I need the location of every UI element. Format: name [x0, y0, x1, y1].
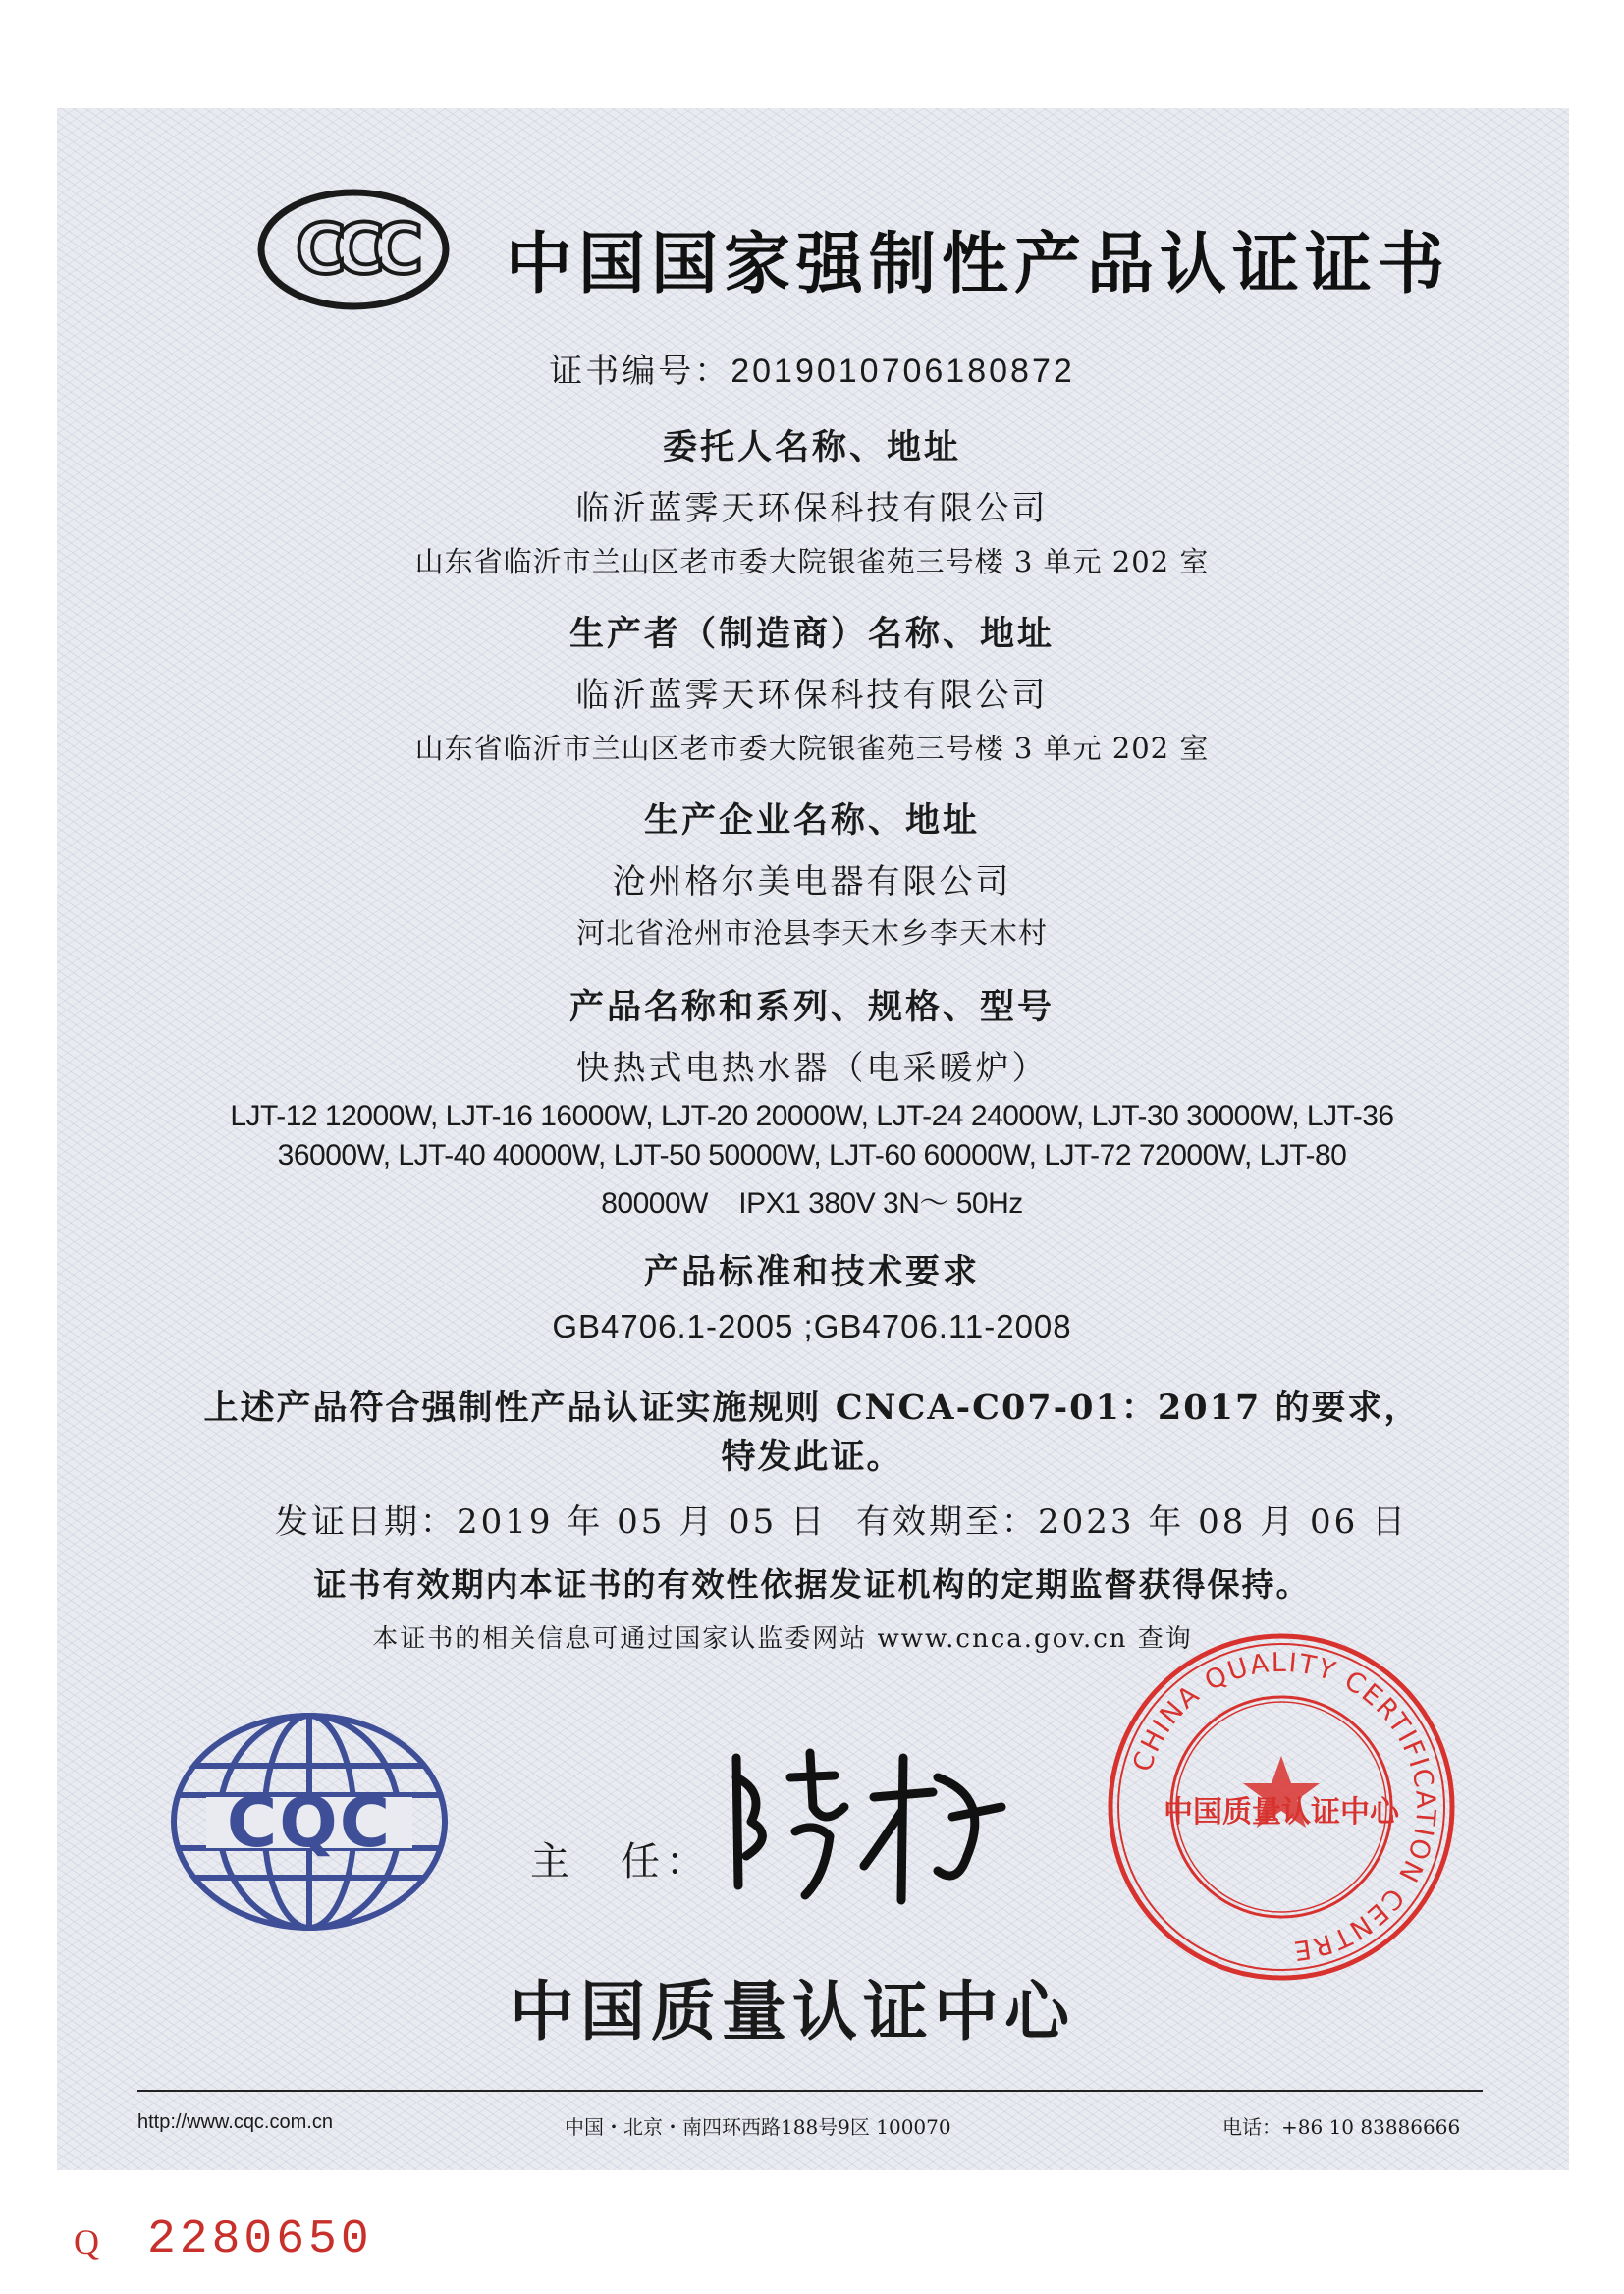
footer-address: 中国・北京・南四环西路188号9区 100070: [565, 2115, 951, 2139]
product-models-line-1: LJT-12 12000W, LJT-16 16000W, LJT-20 20000W, LJT-24 24000W, LJT-30 30000W, LJT-36: [230, 1100, 1394, 1132]
issuing-authority: 中国质量认证中心: [510, 1974, 1075, 2049]
factory-name: 沧州格尔美电器有限公司: [612, 862, 1012, 901]
certificate-number-label: 证书编号：: [549, 352, 731, 391]
certificate-number: [0, 344, 1624, 392]
manufacturer-heading: 生产者（制造商）名称、地址: [568, 614, 1055, 654]
standards-value: GB4706.1-2005 ;GB4706.11-2008: [552, 1308, 1072, 1344]
manufacturer-address: 山东省临沂市兰山区老市委大院银雀苑三号楼 3 单元 202 室: [414, 732, 1210, 765]
applicant-heading: 委托人名称、地址: [662, 427, 961, 467]
declaration-line-2: 特发此证。: [721, 1437, 903, 1477]
ccc-logo-text: CCC: [295, 209, 412, 290]
page-title: 中国国家强制性产品认证证书: [506, 226, 1451, 303]
ccc-logo: [257, 189, 450, 310]
declaration-line-1: 上述产品符合强制性产品认证实施规则 CNCA-C07-01：2017 的要求，: [203, 1388, 1421, 1428]
serial-number: 2280650: [147, 2213, 373, 2267]
issue-date: [275, 1495, 827, 1543]
factory-address: 河北省沧州市沧县李天木乡李天木村: [575, 916, 1048, 950]
applicant-name: 临沂蓝霁天环保科技有限公司: [575, 489, 1049, 528]
footer-phone: 电话：+86 10 83886666: [1222, 2115, 1461, 2139]
footer-website: http://www.cqc.com.cn: [137, 2111, 333, 2133]
issue-date-value: 2019 年 05 月 05 日: [457, 1502, 828, 1542]
validity-note: 证书有效期内本证书的有效性依据发证机构的定期监督获得保持。: [313, 1565, 1311, 1604]
certificate-number-value: 2019010706180872: [731, 353, 1075, 390]
product-models-line-3: 80000W IPX1 380V 3N～ 50Hz: [601, 1187, 1023, 1220]
issue-date-label: 发证日期：: [275, 1502, 457, 1542]
official-seal: [1105, 1630, 1458, 1984]
serial-prefix: Q: [74, 2222, 99, 2262]
factory-heading: 生产企业名称、地址: [643, 800, 980, 841]
manufacturer-name: 临沂蓝霁天环保科技有限公司: [575, 676, 1049, 715]
director-signature: [707, 1738, 1021, 1915]
footer-divider: [137, 2090, 1483, 2092]
expiry-date: [856, 1495, 1408, 1543]
seal-outer-text: CHINA QUALITY CERTIFICATION CENTRE: [1127, 1647, 1441, 1966]
product-name: 快热式电热水器（电采暖炉）: [575, 1049, 1049, 1088]
applicant-address: 山东省临沂市兰山区老市委大院银雀苑三号楼 3 单元 202 室: [414, 545, 1210, 578]
signature-label: 主 任：: [530, 1839, 711, 1884]
seal-inner-text: 中国质量认证中心: [1164, 1795, 1399, 1830]
expiry-date-value: 2023 年 08 月 06 日: [1038, 1502, 1409, 1542]
query-note: 本证书的相关信息可通过国家认监委网站 www.cnca.gov.cn 查询: [372, 1624, 1193, 1654]
expiry-date-label: 有效期至：: [856, 1502, 1038, 1542]
product-heading: 产品名称和系列、规格、型号: [568, 987, 1055, 1027]
cqc-logo: [167, 1709, 452, 1935]
product-models-line-2: 36000W, LJT-40 40000W, LJT-50 50000W, LJT-60 60000W, LJT-72 72000W, LJT-80: [277, 1139, 1347, 1172]
cqc-logo-text: CQC: [226, 1782, 393, 1863]
standards-heading: 产品标准和技术要求: [643, 1252, 980, 1292]
